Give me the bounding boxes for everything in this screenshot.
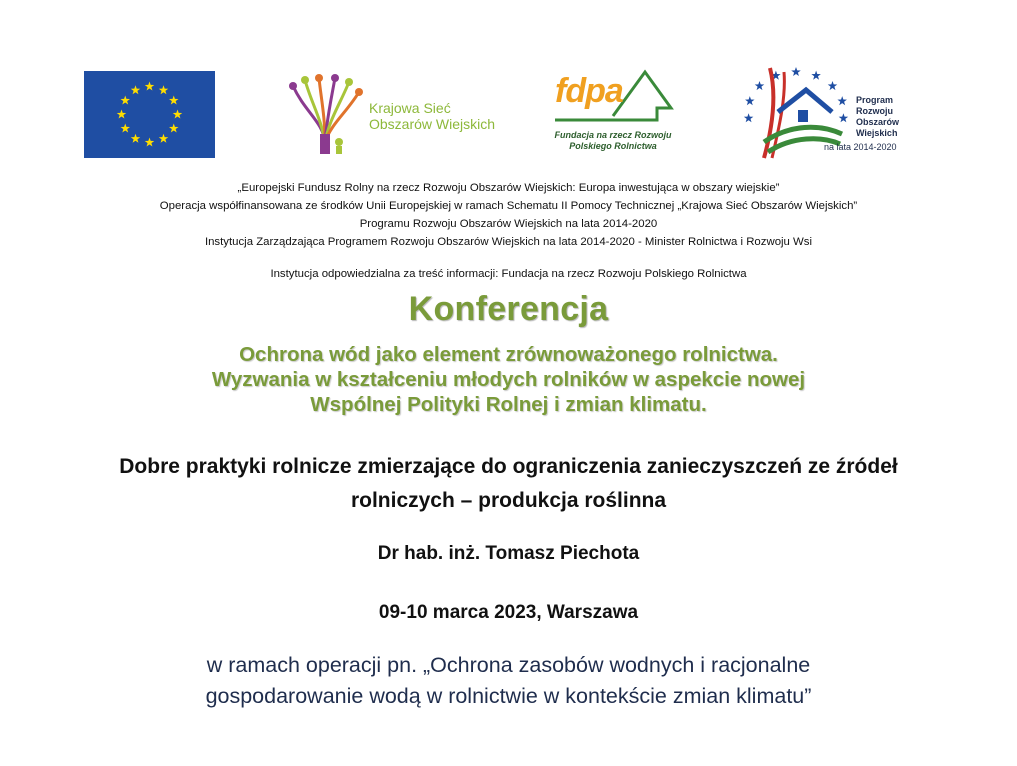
- prow-star-icon: [791, 67, 801, 76]
- ksow-tree-icon: [285, 72, 365, 158]
- talk-title-line-1: Dobre praktyki rolnicze zmierzające do ograniczenia zanieczyszczeń ze źródeł: [119, 455, 898, 478]
- ksow-name-line1: Krajowa Sieć: [369, 100, 451, 116]
- prow-period: na lata 2014-2020: [824, 142, 897, 152]
- eu-star-icon: [159, 134, 169, 143]
- prow-star-icon: [837, 96, 847, 105]
- eu-star-icon: [117, 110, 127, 119]
- operation-name: [0, 650, 1017, 712]
- eu-flag-icon: [84, 71, 215, 158]
- fdpa-caption-line2: Polskiego Rolnictwa: [569, 141, 657, 151]
- operation-line-1: w ramach operacji pn. „Ochrona zasobów wodnych i racjonalne: [206, 653, 811, 677]
- conference-title: Konferencja: [408, 290, 609, 328]
- prow-star-icon: [745, 96, 755, 105]
- topic-line-3: Wspólnej Polityki Rolnej i zmian klimatu.: [310, 393, 707, 416]
- eu-star-icon: [145, 82, 155, 91]
- operation-line-2: gospodarowanie wodą w rolnictwie w kontekście zmian klimatu”: [205, 684, 812, 708]
- prow-name-line4: Wiejskich: [856, 128, 898, 138]
- info-line-1: „Europejski Fundusz Rolny na rzecz Rozwoju Obszarów Wiejskich: Europa inwestująca w obszary wiejskie”: [237, 182, 780, 194]
- prow-star-icon: [839, 113, 849, 122]
- talk-title-line-2: rolniczych – produkcja roślinna: [350, 489, 667, 512]
- eu-star-icon: [169, 124, 179, 133]
- prow-star-icon: [811, 71, 821, 80]
- ksow-logo: [285, 72, 525, 158]
- date-place: 09-10 marca 2023, Warszawa: [378, 602, 639, 623]
- eu-star-icon: [145, 138, 155, 147]
- author: Dr hab. inż. Tomasz Piechota: [377, 543, 640, 564]
- responsible-institution: Instytucja odpowiedzialna za treść informacji: Fundacja na rzecz Rozwoju Polskiego Rolnictwa: [270, 268, 747, 280]
- prow-star-icon: [744, 113, 754, 122]
- info-line-2: Operacja współfinansowana ze środków Unii Europejskiej w ramach Schematu II Pomocy Technicznej „Krajowa Sieć Obszarów Wiejskich”: [159, 200, 858, 212]
- fdpa-caption-line1: Fundacja na rzecz Rozwoju: [554, 130, 672, 140]
- eu-star-icon: [121, 96, 131, 105]
- eu-star-icon: [169, 96, 179, 105]
- topic-line-2: Wyzwania w kształceniu młodych rolników w aspekcie nowej: [211, 368, 806, 391]
- eu-star-icon: [173, 110, 183, 119]
- funding-info: [0, 180, 1017, 250]
- fdpa-logo: [551, 68, 675, 158]
- eu-star-icon: [121, 124, 131, 133]
- prow-name-line2: Rozwoju: [856, 106, 893, 116]
- conference-topic: [0, 342, 1017, 417]
- prow-star-icon: [828, 81, 838, 90]
- topic-line-1: Ochrona wód jako element zrównoważonego rolnictwa.: [239, 343, 778, 366]
- eu-star-icon: [131, 85, 141, 94]
- talk-title: [40, 450, 977, 518]
- prow-star-icon: [755, 81, 765, 90]
- info-line-3: Programu Rozwoju Obszarów Wiejskich na lata 2014-2020: [359, 218, 658, 230]
- prow-name-line1: Program: [856, 95, 894, 105]
- eu-star-icon: [131, 134, 141, 143]
- prow-name-line3: Obszarów: [856, 117, 900, 127]
- info-line-4: Instytucja Zarządzająca Programem Rozwoju Obszarów Wiejskich na lata 2014-2020 - Minister Rolnictwa i Rozwoju Wsi: [204, 236, 813, 248]
- fdpa-name: fdpa: [555, 72, 623, 110]
- prow-logo: [734, 62, 920, 162]
- eu-star-icon: [159, 85, 169, 94]
- ksow-name-line2: Obszarów Wiejskich: [369, 116, 496, 132]
